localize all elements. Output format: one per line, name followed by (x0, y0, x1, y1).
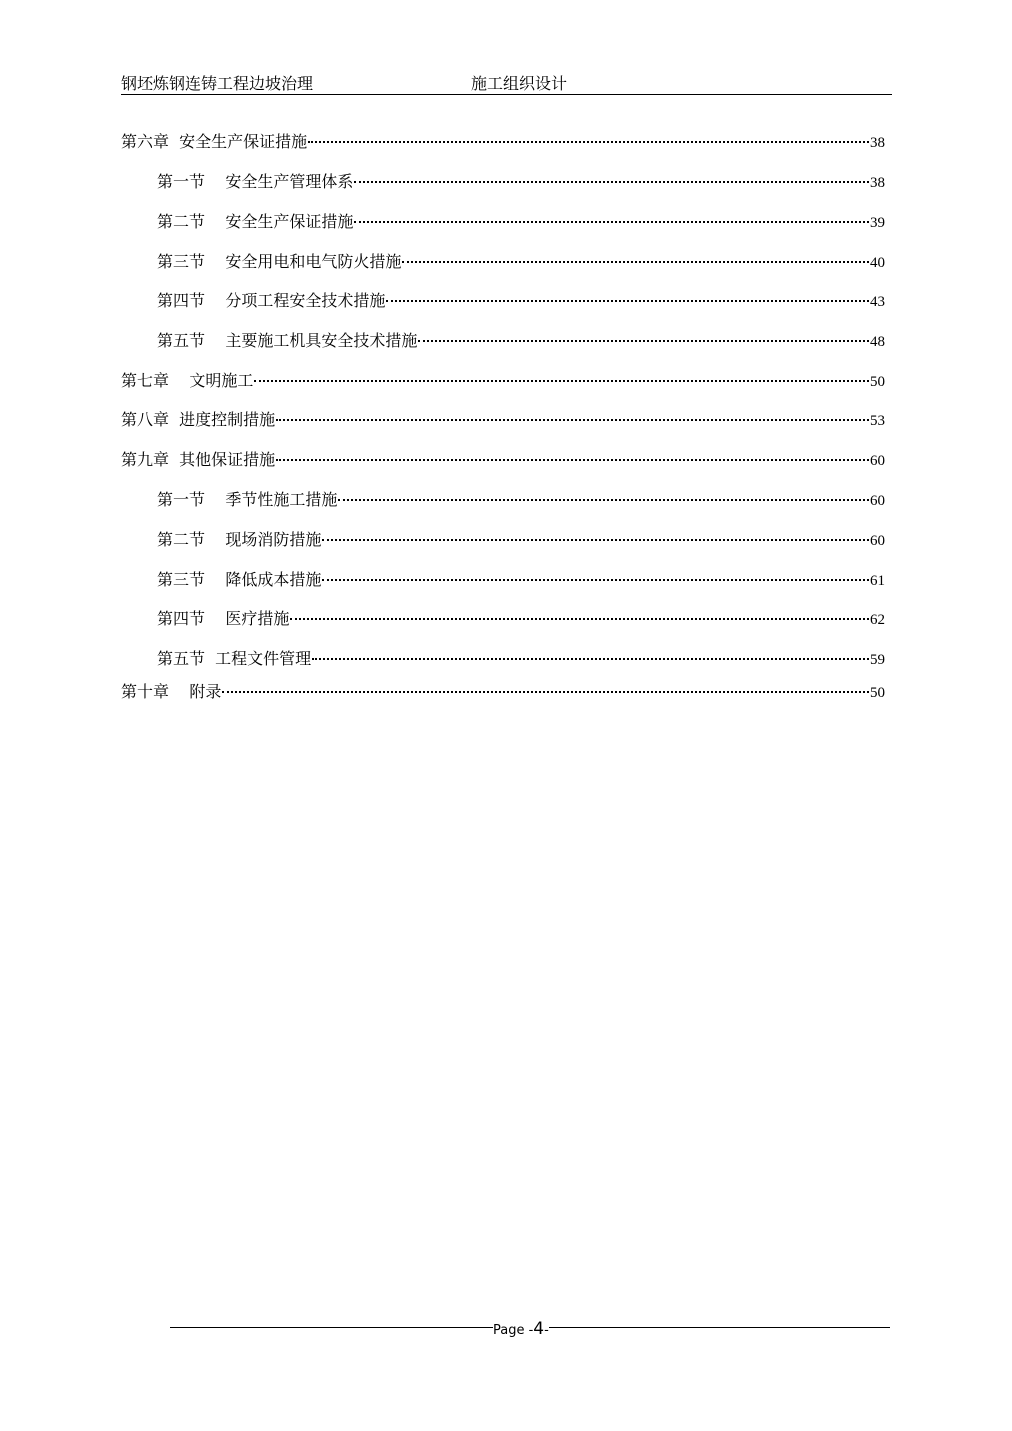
toc-entry-label: 第七章 文明施工 (121, 371, 254, 390)
toc-entry-label: 第四节 分项工程安全技术措施 (157, 291, 386, 310)
toc-entry-page: 50 (870, 374, 885, 390)
toc-entry-ch9-section-1[interactable] (157, 489, 885, 511)
toc-entry-label: 第三节 安全用电和电气防火措施 (157, 252, 402, 271)
toc-dot-leader (386, 299, 869, 302)
toc-entry-ch9-section-2[interactable] (157, 529, 885, 551)
toc-entry-label: 第六章 安全生产保证措施 (121, 132, 308, 151)
toc-dot-leader (322, 538, 869, 541)
toc-dot-leader (290, 617, 869, 620)
toc-entry-label: 第九章 其他保证措施 (121, 450, 276, 469)
toc-dot-leader (418, 339, 869, 342)
toc-entry-page: 60 (870, 493, 885, 509)
toc-dot-leader (338, 498, 869, 501)
header-project-title: 钢坯炼钢连铸工程边坡治理 (121, 74, 314, 93)
toc-entry-page: 50 (870, 685, 885, 701)
toc-entry-ch6-section-5[interactable] (157, 330, 885, 352)
toc-entry-label: 第一节 季节性施工措施 (157, 490, 338, 509)
toc-entry-page: 60 (870, 533, 885, 549)
toc-entry-page: 62 (870, 612, 885, 628)
toc-entry-label: 第十章 附录 (121, 682, 222, 701)
toc-entry-page: 48 (870, 334, 885, 350)
toc-entry-label: 第二节 现场消防措施 (157, 530, 322, 549)
toc-dot-leader (322, 578, 869, 581)
toc-entry-label: 第二节 安全生产保证措施 (157, 212, 354, 231)
toc-dot-leader (276, 458, 869, 461)
footer-page-suffix: - (544, 1323, 549, 1338)
toc-entry-chapter-6[interactable] (121, 131, 885, 153)
toc-dot-leader (254, 379, 869, 382)
footer-page-digit: 4 (533, 1319, 545, 1339)
toc-entry-label: 第五节 主要施工机具安全技术措施 (157, 331, 418, 350)
toc-entry-ch6-section-3[interactable] (157, 251, 885, 273)
toc-dot-leader (308, 140, 869, 143)
toc-entry-label: 第一节 安全生产管理体系 (157, 172, 354, 191)
toc-entry-page: 43 (870, 294, 885, 310)
toc-entry-ch6-section-2[interactable] (157, 211, 885, 233)
toc-entry-page: 39 (870, 215, 885, 231)
toc-entry-ch9-section-5[interactable] (157, 648, 885, 670)
toc-entry-page: 61 (870, 573, 885, 589)
toc-entry-page: 38 (870, 175, 885, 191)
toc-dot-leader (276, 418, 869, 421)
toc-entry-chapter-7[interactable] (121, 370, 885, 392)
toc-dot-leader (222, 690, 869, 693)
toc-dot-leader (354, 180, 869, 183)
toc-entry-page: 59 (870, 652, 885, 668)
toc-entry-page: 60 (870, 453, 885, 469)
toc-entry-label: 第八章 进度控制措施 (121, 410, 276, 429)
footer-page-prefix: Page - (493, 1323, 534, 1338)
toc-entry-label: 第五节 工程文件管理 (157, 649, 312, 668)
toc-dot-leader (402, 260, 869, 263)
toc-entry-ch9-section-3[interactable] (157, 569, 885, 591)
toc-entry-chapter-10[interactable] (121, 681, 885, 703)
footer-page-number (493, 1318, 549, 1342)
toc-entry-ch6-section-1[interactable] (157, 171, 885, 193)
header-document-title: 施工组织设计 (471, 74, 568, 93)
toc-entry-page: 38 (870, 135, 885, 151)
page-header (121, 74, 892, 95)
toc-entry-chapter-9[interactable] (121, 449, 885, 471)
toc-entry-label: 第四节 医疗措施 (157, 609, 290, 628)
toc-entry-page: 40 (870, 255, 885, 271)
toc-entry-page: 53 (870, 413, 885, 429)
toc-dot-leader (312, 657, 869, 660)
toc-dot-leader (354, 220, 869, 223)
toc-entry-ch9-section-4[interactable] (157, 608, 885, 630)
toc-entry-chapter-8[interactable] (121, 409, 885, 431)
toc-entry-ch6-section-4[interactable] (157, 290, 885, 312)
toc-entry-label: 第三节 降低成本措施 (157, 570, 322, 589)
